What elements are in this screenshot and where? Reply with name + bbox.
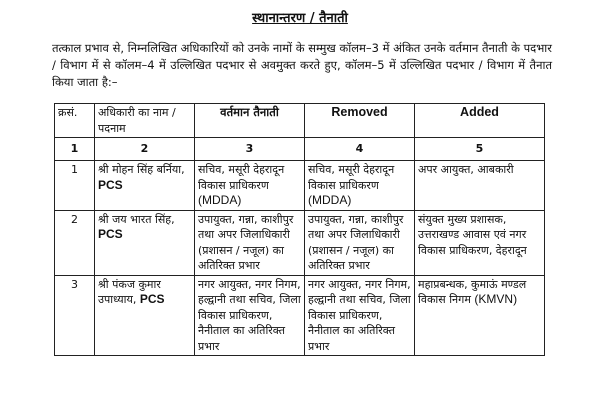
added-cell	[415, 161, 545, 211]
current-posting-cell	[195, 275, 305, 356]
intro-paragraph: तत्काल प्रभाव से, निम्नलिखित अधिकारियों को उनके नामों के सम्मुख कॉलम–3 में अंकित उनके वर्तमान तैनाती के पदभार / विभाग में से कॉलम–4 में उल्लिखित पदभार से अवमुक्त करते हुए, कॉलम–5 में उल्लिखित पदभार / विभाग में तैनात किया जाता है:–	[52, 41, 552, 89]
removed-abbr: (MDDA)	[308, 193, 352, 207]
column-number: 2	[95, 138, 195, 161]
added-text: महाप्रबन्धक, कुमाऊं मण्डल विकास निगम	[418, 277, 527, 306]
table-header-row	[55, 104, 545, 138]
header-current-posting: वर्तमान तैनाती	[195, 104, 305, 138]
serial-cell: 2	[55, 210, 95, 275]
officer-designation: PCS	[139, 292, 165, 306]
serial-cell: 1	[55, 161, 95, 211]
officer-cell	[95, 275, 195, 356]
table-row	[55, 275, 545, 356]
column-number: 3	[195, 138, 305, 161]
header-added: Added	[415, 104, 545, 138]
table-row	[55, 210, 545, 275]
column-number-row	[55, 138, 545, 161]
added-cell	[415, 210, 545, 275]
added-text: संयुक्त मुख्य प्रशासक, उत्तराखण्ड आवास एवं नगर विकास प्राधिकरण, देहरादून	[418, 212, 527, 257]
column-number: 4	[305, 138, 415, 161]
added-abbr: (KMVN)	[474, 292, 518, 306]
header-removed: Removed	[305, 104, 415, 138]
serial-cell: 3	[55, 275, 95, 356]
current-posting-abbr: (MDDA)	[198, 193, 242, 207]
current-posting-cell	[195, 210, 305, 275]
officer-cell	[95, 210, 195, 275]
transfer-table	[54, 103, 545, 356]
removed-cell	[305, 161, 415, 211]
officer-name: श्री जय भारत सिंह,	[98, 212, 175, 226]
officer-designation: PCS	[98, 227, 123, 241]
added-text: अपर आयुक्त, आबकारी	[418, 163, 514, 176]
removed-text: उपायुक्त, गन्ना, काशीपुर तथा अपर जिलाधिकारी (प्रशासन / नजूल) का अतिरिक्त प्रभार	[308, 212, 404, 272]
current-posting-text: उपायुक्त, गन्ना, काशीपुर तथा अपर जिलाधिकारी (प्रशासन / नजूल) का अतिरिक्त प्रभार	[198, 212, 294, 272]
officer-designation: PCS	[98, 177, 123, 192]
officer-name: श्री पंकज कुमार उपाध्याय,	[98, 277, 161, 306]
current-posting-text: सचिव, मसूरी देहरादून विकास प्राधिकरण	[198, 163, 285, 192]
current-posting-cell	[195, 161, 305, 211]
added-cell	[415, 275, 545, 356]
removed-text: सचिव, मसूरी देहरादून विकास प्राधिकरण	[308, 163, 395, 192]
officer-name: श्री मोहन सिंह बर्निया,	[98, 163, 185, 176]
removed-cell	[305, 275, 415, 356]
table-row	[55, 161, 545, 211]
removed-cell	[305, 210, 415, 275]
officer-cell	[95, 161, 195, 211]
header-officer-name: अधिकारी का नाम / पदनाम	[95, 104, 195, 138]
current-posting-text: नगर आयुक्त, नगर निगम, हल्द्वानी तथा सचिव, जिला विकास प्राधिकरण, नैनीताल का अतिरिक्त प्रभार	[198, 277, 301, 353]
column-number: 5	[415, 138, 545, 161]
removed-text: नगर आयुक्त, नगर निगम, हल्द्वानी तथा सचिव, जिला विकास प्राधिकरण, नैनीताल का अतिरिक्त प्रभार	[308, 277, 411, 353]
column-number: 1	[55, 138, 95, 161]
header-serial: क्रसं.	[55, 104, 95, 138]
document-title: स्थानान्तरण / तैनाती	[252, 11, 348, 26]
